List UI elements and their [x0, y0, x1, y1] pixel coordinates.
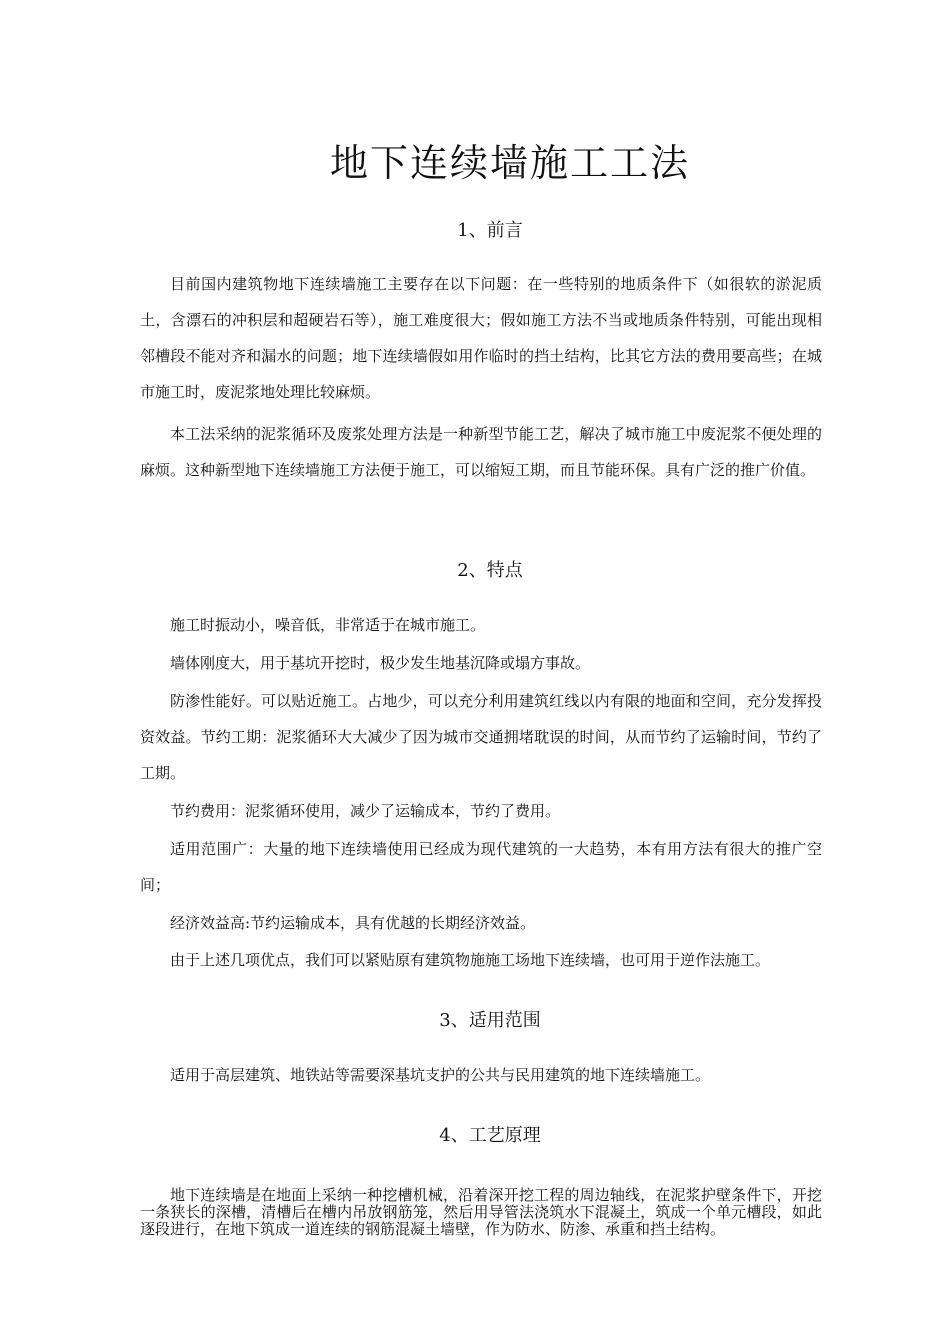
paragraph: 防渗性能好。可以贴近施工。占地少，可以充分利用建筑红线以内有限的地面和空间，充分发挥投资效益。节约工期：泥浆循环大大减少了因为城市交通拥堵耽误的时间，从而节约了运输时间，节约了工期。	[140, 692, 822, 782]
paragraph: 地下连续墙是在地面上采纳一种挖槽机械，沿着深开挖工程的周边轴线，在泥浆护壁条件下，开挖一条狭长的深槽，清槽后在槽内吊放钢筋笼，然后用导管法浇筑水下混凝土，筑成一个单元槽段，如此逐段进行，在地下筑成一道连续的钢筋混凝土墙壁，作为防水、防渗、承重和挡土结构。	[140, 1186, 822, 1238]
section-heading-features: 2、特点	[457, 560, 523, 581]
section-heading-principle: 4、工艺原理	[439, 1125, 541, 1146]
section-heading-preface: 1、前言	[457, 220, 523, 241]
paragraph: 本工法采纳的泥浆循环及废浆处理方法是一种新型节能工艺，解决了城市施工中废泥浆不便处理的麻烦。这种新型地下连续墙施工方法便于施工，可以缩短工期，而且节能环保。具有广泛的推广价值。	[140, 425, 822, 479]
paragraph: 经济效益高:节约运输成本，具有优越的长期经济效益。	[170, 914, 536, 932]
paragraph: 适用于高层建筑、地铁站等需要深基坑支护的公共与民用建筑的地下连续墙施工。	[170, 1066, 711, 1084]
paragraph: 目前国内建筑物地下连续墙施工主要存在以下问题：在一些特别的地质条件下（如很软的淤泥质土，含漂石的冲积层和超硬岩石等），施工难度很大；假如施工方法不当或地质条件特别，可能出现相邻槽段不能对齐和漏水的问题；地下连续墙假如用作临时的挡土结构，比其它方法的费用要高些；在城市施工时，废泥浆地处理比较麻烦。	[140, 275, 822, 401]
paragraph: 适用范围广：大量的地下连续墙使用已经成为现代建筑的一大趋势，本有用方法有很大的推广空间；	[140, 840, 822, 894]
page-title: 地下连续墙施工工法	[329, 141, 690, 186]
paragraph: 由于上述几项优点，我们可以紧贴原有建筑物施施工场地下连续墙，也可用于逆作法施工。	[170, 951, 771, 969]
paragraph: 施工时振动小，噪音低，非常适于在城市施工。	[170, 616, 486, 634]
paragraph: 墙体刚度大，用于基坑开挖时，极少发生地基沉降或塌方事故。	[170, 654, 591, 672]
section-heading-scope: 3、适用范围	[439, 1010, 541, 1031]
paragraph: 节约费用：泥浆循环使用，减少了运输成本，节约了费用。	[170, 802, 561, 820]
